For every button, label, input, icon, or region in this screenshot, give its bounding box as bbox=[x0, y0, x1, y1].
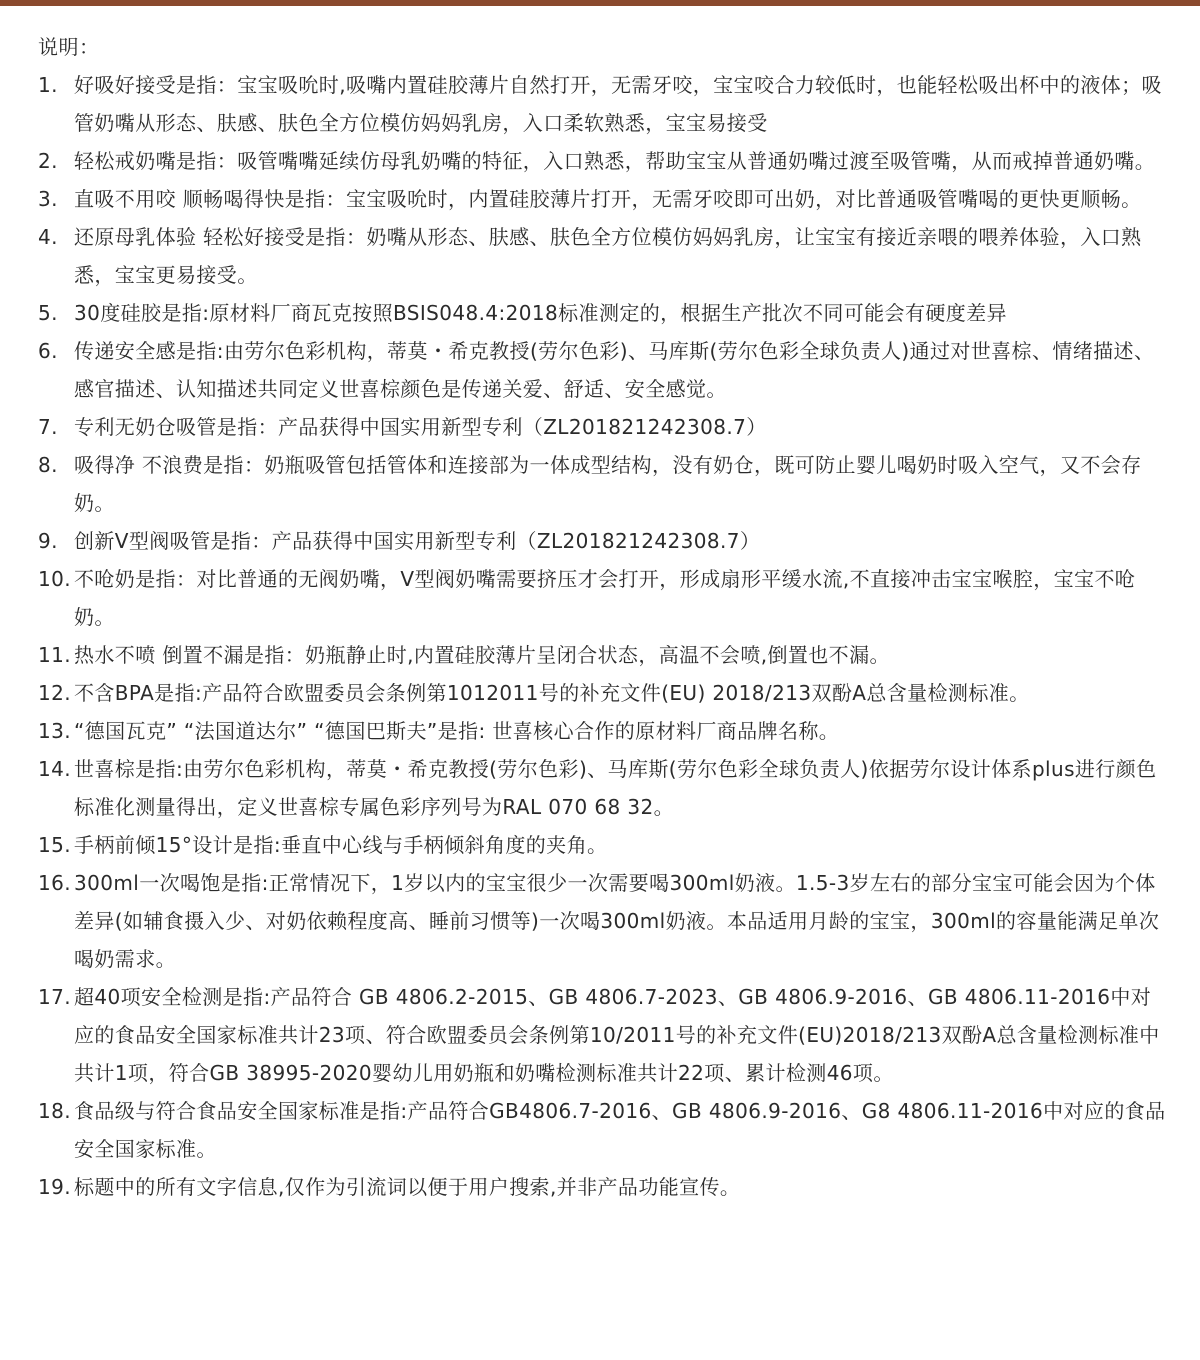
note-number: 13. bbox=[38, 719, 72, 743]
note-item-12 bbox=[38, 674, 1168, 712]
note-number: 18. bbox=[38, 1099, 72, 1123]
note-item-5 bbox=[38, 294, 1168, 332]
note-text: 标题中的所有文字信息,仅作为引流词以便于用户搜索,并非产品功能宣传。 bbox=[74, 1175, 741, 1199]
note-text: 好吸好接受是指：宝宝吸吮时,吸嘴内置硅胶薄片自然打开，无需牙咬，宝宝咬合力较低时，也能轻松吸出杯中的液体；吸管奶嘴从形态、肤感、肤色全方位模仿妈妈乳房，入口柔软熟悉，宝宝易接受 bbox=[74, 73, 1162, 135]
note-number: 15. bbox=[38, 833, 72, 857]
note-number: 12. bbox=[38, 681, 72, 705]
note-text: 不呛奶是指：对比普通的无阀奶嘴，V型阀奶嘴需要挤压才会打开，形成扇形平缓水流,不直接冲击宝宝喉腔，宝宝不呛奶。 bbox=[74, 567, 1136, 629]
notes-heading: 说明： bbox=[38, 35, 100, 59]
note-text: “德国瓦克” “法国道达尔” “德国巴斯夫”是指: 世喜核心合作的原材料厂商品牌名称。 bbox=[74, 719, 840, 743]
note-item-1 bbox=[38, 66, 1168, 142]
note-item-19 bbox=[38, 1168, 1168, 1206]
note-item-9 bbox=[38, 522, 1168, 560]
note-text: 直吸不用咬 顺畅喝得快是指：宝宝吸吮时，内置硅胶薄片打开，无需牙咬即可出奶，对比普通吸管嘴喝的更快更顺畅。 bbox=[74, 187, 1142, 211]
note-item-2 bbox=[38, 142, 1168, 180]
note-text: 30度硅胶是指:原材料厂商瓦克按照BSIS048.4:2018标准测定的，根据生产批次不同可能会有硬度差异 bbox=[74, 301, 1007, 325]
note-item-10 bbox=[38, 560, 1168, 636]
note-text: 吸得净 不浪费是指：奶瓶吸管包括管体和连接部为一体成型结构，没有奶仓，既可防止婴儿喝奶时吸入空气，又不会存奶。 bbox=[74, 453, 1142, 515]
note-number: 10. bbox=[38, 567, 72, 591]
note-number: 16. bbox=[38, 871, 72, 895]
note-number: 1. bbox=[38, 73, 58, 97]
note-number: 8. bbox=[38, 453, 58, 477]
note-item-18 bbox=[38, 1092, 1168, 1168]
top-accent-bar bbox=[0, 0, 1200, 6]
notes-section bbox=[38, 28, 1168, 1206]
note-text: 轻松戒奶嘴是指：吸管嘴嘴延续仿母乳奶嘴的特征，入口熟悉，帮助宝宝从普通奶嘴过渡至吸管嘴，从而戒掉普通奶嘴。 bbox=[74, 149, 1156, 173]
note-text: 还原母乳体验 轻松好接受是指：奶嘴从形态、肤感、肤色全方位模仿妈妈乳房，让宝宝有接近亲喂的喂养体验，入口熟悉，宝宝更易接受。 bbox=[74, 225, 1142, 287]
note-number: 7. bbox=[38, 415, 58, 439]
note-item-4 bbox=[38, 218, 1168, 294]
note-item-13 bbox=[38, 712, 1168, 750]
note-text: 世喜棕是指:由劳尔色彩机构，蒂莫・希克教授(劳尔色彩)、马库斯(劳尔色彩全球负责人)依据劳尔设计体系plus进行颜色标准化测量得出，定义世喜棕专属色彩序列号为RAL 070 68 32。 bbox=[74, 757, 1157, 819]
note-number: 19. bbox=[38, 1175, 72, 1199]
note-item-16 bbox=[38, 864, 1168, 978]
note-item-11 bbox=[38, 636, 1168, 674]
note-number: 3. bbox=[38, 187, 58, 211]
note-item-3 bbox=[38, 180, 1168, 218]
note-text: 食品级与符合食品安全国家标准是指:产品符合GB4806.7-2016、GB 4806.9-2016、G8 4806.11-2016中对应的食品安全国家标准。 bbox=[74, 1099, 1166, 1161]
note-text: 传递安全感是指:由劳尔色彩机构，蒂莫・希克教授(劳尔色彩)、马库斯(劳尔色彩全球负责人)通过对世喜棕、情绪描述、感官描述、认知描述共同定义世喜棕颜色是传递关爱、舒适、安全感觉。 bbox=[74, 339, 1155, 401]
note-item-15 bbox=[38, 826, 1168, 864]
note-item-17 bbox=[38, 978, 1168, 1092]
note-text: 手柄前倾15°设计是指:垂直中心线与手柄倾斜角度的夹角。 bbox=[74, 833, 608, 857]
note-number: 5. bbox=[38, 301, 58, 325]
note-number: 11. bbox=[38, 643, 72, 667]
note-number: 6. bbox=[38, 339, 58, 363]
note-text: 创新V型阀吸管是指：产品获得中国实用新型专利（ZL201821242308.7） bbox=[74, 529, 761, 553]
notes-list bbox=[38, 66, 1168, 1206]
note-item-6 bbox=[38, 332, 1168, 408]
note-number: 2. bbox=[38, 149, 58, 173]
note-text: 超40项安全检测是指:产品符合 GB 4806.2-2015、GB 4806.7-2023、GB 4806.9-2016、GB 4806.11-2016中对应的食品安全国家标准共计23项、符合欧盟委员会条例第10/2011号的补充文件(EU)2018/213双酚A总含量检测标准中共计1项，符合GB 38995-2020婴幼儿用奶瓶和奶嘴检测标准共计22项、累计检测46项。 bbox=[74, 985, 1160, 1085]
note-text: 300ml一次喝饱是指:正常情况下，1岁以内的宝宝很少一次需要喝300ml奶液。1.5-3岁左右的部分宝宝可能会因为个体差异(如辅食摄入少、对奶依赖程度高、睡前习惯等)一次喝300ml奶液。本品适用月龄的宝宝，300ml的容量能满足单次喝奶需求。 bbox=[74, 871, 1160, 971]
note-item-14 bbox=[38, 750, 1168, 826]
note-item-8 bbox=[38, 446, 1168, 522]
note-number: 14. bbox=[38, 757, 72, 781]
note-text: 热水不喷 倒置不漏是指：奶瓶静止时,内置硅胶薄片呈闭合状态，高温不会喷,倒置也不漏。 bbox=[74, 643, 890, 667]
note-number: 9. bbox=[38, 529, 58, 553]
note-text: 专利无奶仓吸管是指：产品获得中国实用新型专利（ZL201821242308.7） bbox=[74, 415, 767, 439]
note-text: 不含BPA是指:产品符合欧盟委员会条例第1012011号的补充文件(EU) 2018/213双酚A总含量检测标准。 bbox=[74, 681, 1030, 705]
note-item-7 bbox=[38, 408, 1168, 446]
note-number: 17. bbox=[38, 985, 72, 1009]
note-number: 4. bbox=[38, 225, 58, 249]
